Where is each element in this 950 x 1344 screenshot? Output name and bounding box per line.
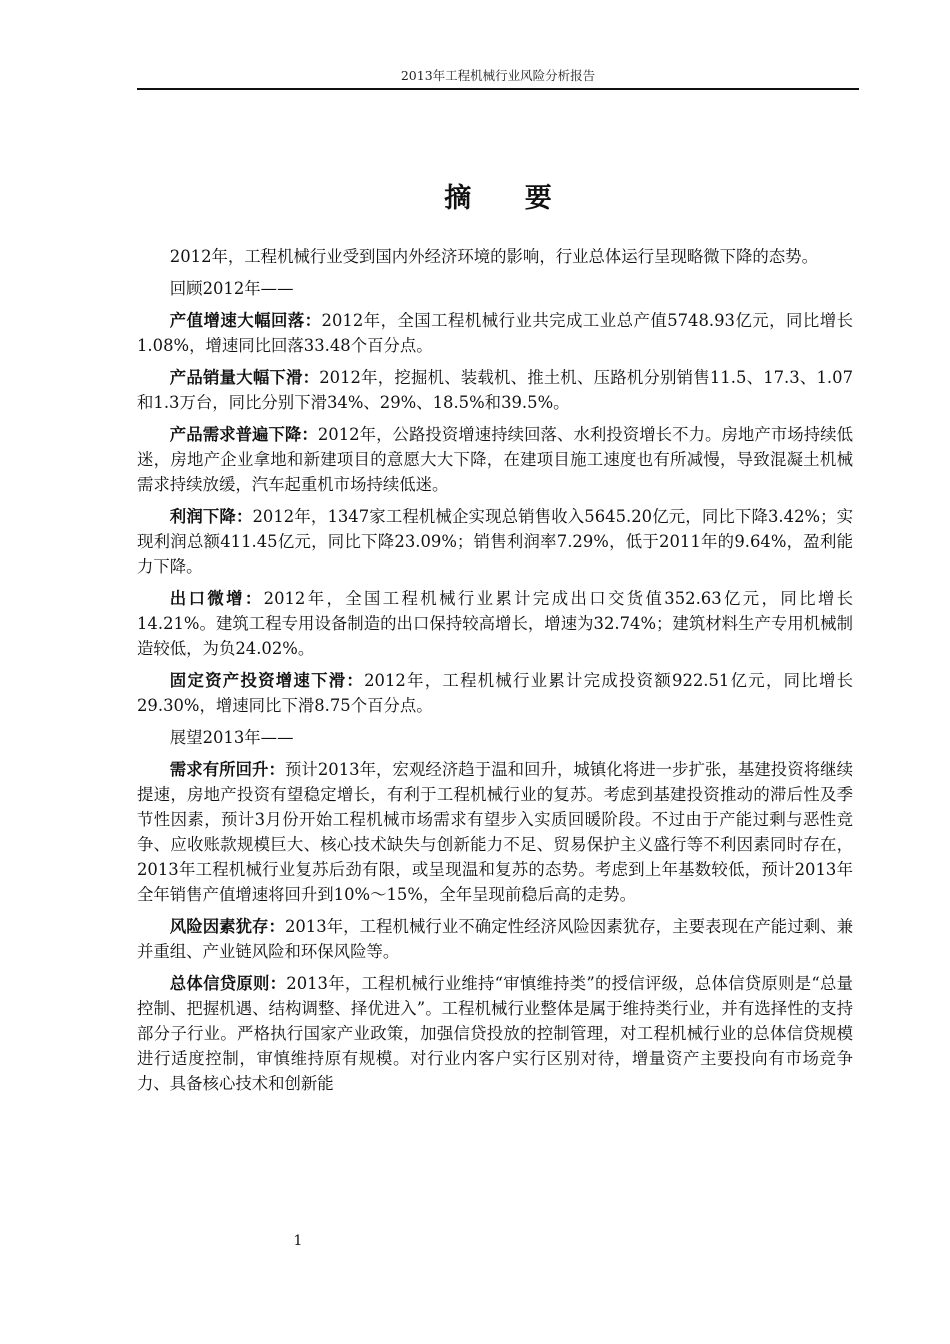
review-heading: [137, 276, 853, 301]
paragraph-text: 展望2013年——: [169, 728, 294, 747]
running-header: 2013年工程机械行业风险分析报告: [400, 68, 596, 83]
paragraph-text: 2012年，1347家工程机械企实现总销售收入5645.20亿元，同比下降3.42%；实现利润总额411.45亿元，同比下降23.09%；销售利润率7.29%，低于2011年的9.64%，盈利能力下降。: [137, 507, 854, 576]
paragraph-lead: 产品需求普遍下降：: [169, 425, 318, 444]
paragraph-lead: 需求有所回升：: [169, 760, 285, 779]
page-title: 摘 要: [444, 183, 574, 214]
paragraph-lead: 产值增速大幅回落：: [169, 311, 322, 330]
paragraph-lead: 总体信贷原则：: [169, 974, 287, 993]
outlook-heading: [137, 725, 853, 750]
paragraph-text: 2012年，工程机械行业累计完成投资额922.51亿元，同比增长29.30%，增速同比下滑8.75个百分点。: [137, 671, 853, 715]
paragraph-text: 2013年，工程机械行业不确定性经济风险因素犹存，主要表现在产能过剩、兼并重组、产业链风险和环保风险等。: [137, 917, 853, 961]
demand-paragraph: [137, 422, 853, 497]
paragraph-lead: 风险因素犹存：: [169, 917, 285, 936]
demand-outlook-paragraph: [137, 757, 853, 907]
paragraph-text: 2012年，挖掘机、装载机、推土机、压路机分别销售11.5、17.3、1.07和1.3万台，同比分别下滑34%、29%、18.5%和39.5%。: [137, 368, 854, 412]
investment-paragraph: [137, 668, 853, 718]
sales-volume-paragraph: [137, 365, 853, 415]
intro-paragraph: [137, 244, 853, 269]
export-paragraph: [137, 586, 853, 661]
paragraph-text: 2012年，公路投资增速持续回落、水利投资增长不力。房地产市场持续低迷，房地产企业拿地和新建项目的意愿大大下降，在建项目施工速度也有所减慢，导致混凝土机械需求持续放缓，汽车起重机市场持续低迷。: [137, 425, 854, 494]
header-rule: [137, 88, 859, 90]
paragraph-text: 预计2013年，宏观经济趋于温和回升，城镇化将进一步扩张，基建投资将继续提速，房地产投资有望稳定增长，有利于工程机械行业的复苏。考虑到基建投资推动的滞后性及季节性因素，预计3月份开始工程机械市场需求有望步入实质回暖阶段。不过由于产能过剩与恶性竞争、应收账款规模巨大、核心技术缺失与创新能力不足、贸易保护主义盛行等不利因素同时存在，2013年工程机械行业复苏后劲有限，或呈现温和复苏的态势。考虑到上年基数较低，预计2013年全年销售产值增速将回升到10%～15%，全年呈现前稳后高的走势。: [137, 760, 853, 904]
profit-paragraph: [137, 504, 853, 579]
paragraph-text: 回顾2012年——: [169, 279, 294, 298]
paragraph-lead: 利润下降：: [169, 507, 253, 526]
credit-principle-paragraph: [137, 971, 853, 1096]
output-value-paragraph: [137, 308, 853, 358]
paragraph-text: 2012年，全国工程机械行业累计完成出口交货值352.63亿元，同比增长14.21%。建筑工程专用设备制造的出口保持较高增长，增速为32.74%；建筑材料生产专用机械制造较低，为负24.02%。: [137, 589, 854, 658]
paragraph-text: 2013年，工程机械行业维持“审慎维持类”的授信评级，总体信贷原则是“总量控制、把握机遇、结构调整、择优进入”。工程机械行业整体是属于维持类行业，并有选择性的支持部分子行业。严格执行国家产业政策，加强信贷投放的控制管理，对工程机械行业的总体信贷规模进行适度控制，审慎维持原有规模。对行业内客户实行区别对待，增量资产主要投向有市场竞争力、具备核心技术和创新能: [137, 974, 853, 1093]
paragraph-lead: 固定资产投资增速下滑：: [169, 671, 365, 690]
risk-paragraph: [137, 914, 853, 964]
paragraph-text: 2012年，工程机械行业受到国内外经济环境的影响，行业总体运行呈现略微下降的态势。: [169, 247, 818, 266]
paragraph-lead: 出口微增：: [169, 589, 264, 608]
summary-body: [137, 244, 853, 1103]
paragraph-text: 2012年，全国工程机械行业共完成工业总产值5748.93亿元，同比增长1.08%，增速同比回落33.48个百分点。: [137, 311, 854, 355]
paragraph-lead: 产品销量大幅下滑：: [169, 368, 320, 387]
page-number: 1: [293, 1233, 303, 1249]
